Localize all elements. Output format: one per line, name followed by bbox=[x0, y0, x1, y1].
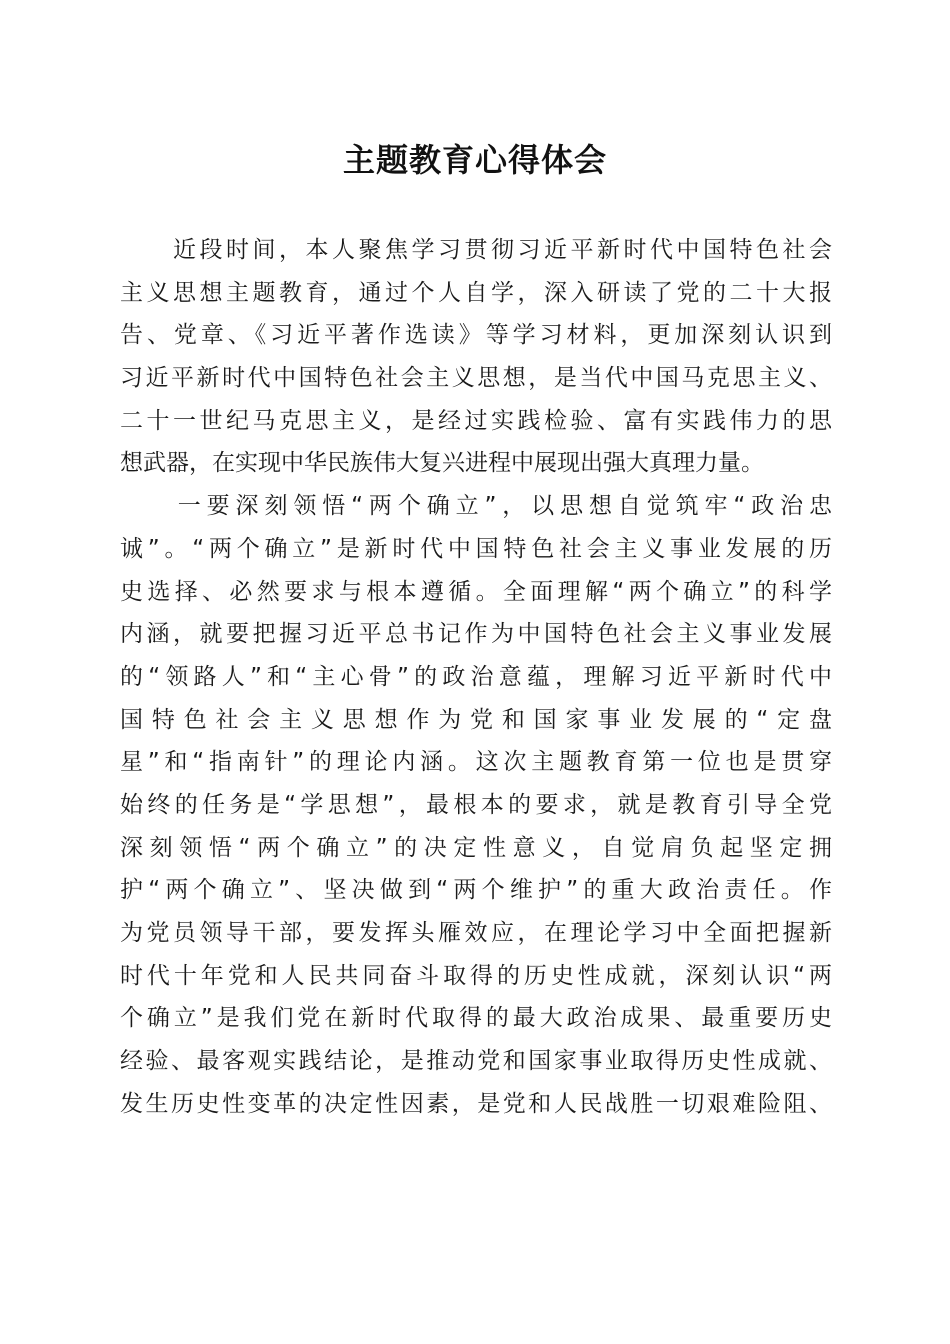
text-line: 告、党章、《习近平著作选读》等学习材料，更加深刻认识到 bbox=[120, 322, 832, 349]
text-line: 发生历史性变革的决定性因素，是党和人民战胜一切艰难险阻、 bbox=[120, 1090, 832, 1117]
text-line: 习近平新时代中国特色社会主义思想，是当代中国马克思主义、 bbox=[120, 365, 832, 392]
text-line: 为党员领导干部，要发挥头雁效应，在理论学习中全面把握新 bbox=[120, 920, 832, 946]
paragraph-intro bbox=[120, 229, 832, 485]
text-line: 诚”。“两个确立”是新时代中国特色社会主义事业发展的历 bbox=[120, 535, 832, 562]
text-line: 的“领路人”和“主心骨”的政治意蕴，理解习近平新时代中 bbox=[120, 663, 832, 690]
text-line: 内涵，就要把握习近平总书记作为中国特色社会主义事业发展 bbox=[120, 621, 832, 648]
document-body bbox=[120, 229, 832, 1125]
text-line: 时代十年党和人民共同奋斗取得的历史性成就，深刻认识“两 bbox=[120, 962, 832, 989]
text-line: 史选择、必然要求与根本遵循。全面理解“两个确立”的科学 bbox=[120, 578, 832, 605]
text-line: 护“两个确立”、坚决做到“两个维护”的重大政治责任。作 bbox=[120, 877, 832, 904]
text-line: 一要深刻领悟“两个确立”，以思想自觉筑牢“政治忠 bbox=[120, 493, 832, 520]
document-title: 主题教育心得体会 bbox=[342, 141, 607, 179]
paragraph-point-one bbox=[120, 485, 832, 1125]
text-line: 国特色社会主义思想作为党和国家事业发展的“定盘 bbox=[120, 706, 832, 733]
text-line: 深刻领悟“两个确立”的决定性意义，自觉肩负起坚定拥 bbox=[120, 834, 832, 861]
text-line: 主义思想主题教育，通过个人自学，深入研读了党的二十大报 bbox=[120, 279, 832, 306]
text-line: 个确立”是我们党在新时代取得的最大政治成果、最重要历史 bbox=[120, 1005, 832, 1032]
text-line: 二十一世纪马克思主义，是经过实践检验、富有实践伟力的思 bbox=[120, 407, 832, 434]
text-line: 经验、最客观实践结论，是推动党和国家事业取得历史性成就、 bbox=[120, 1048, 832, 1075]
text-line: 星”和“指南针”的理论内涵。这次主题教育第一位也是贯穿 bbox=[120, 749, 832, 776]
text-line: 始终的任务是“学思想”，最根本的要求，就是教育引导全党 bbox=[120, 791, 832, 818]
text-line: 想武器，在实现中华民族伟大复兴进程中展现出强大真理力量。 bbox=[120, 450, 764, 477]
text-line: 近段时间，本人聚焦学习贯彻习近平新时代中国特色社会 bbox=[120, 237, 832, 263]
